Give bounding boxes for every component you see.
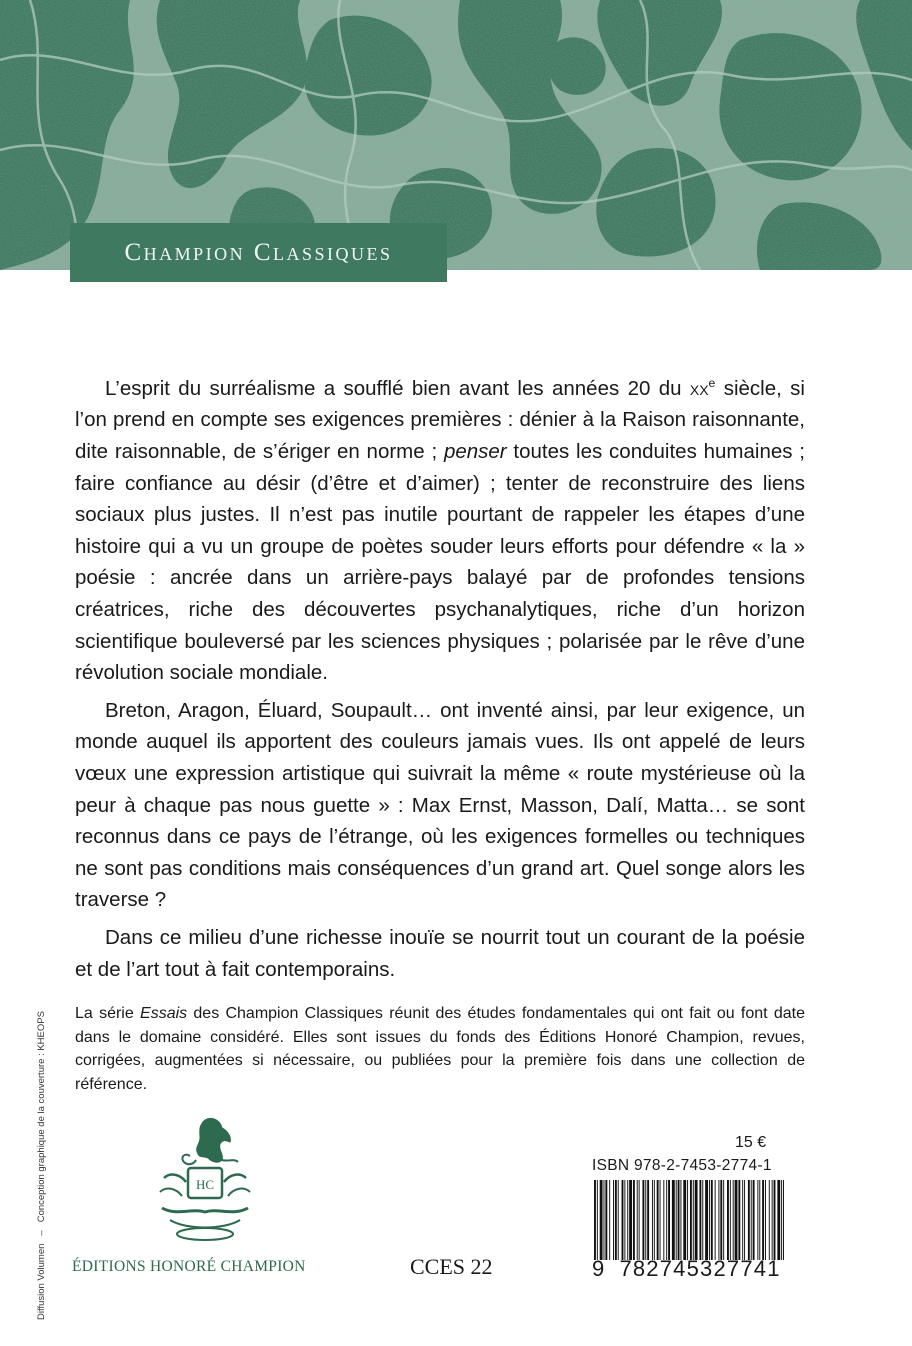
- barcode-bar: [759, 1180, 760, 1260]
- barcode: [594, 1180, 784, 1260]
- back-cover-blurb: [75, 368, 805, 991]
- barcode-bar: [676, 1180, 677, 1260]
- blurb-paragraph-2: Breton, Aragon, Éluard, Soupault… ont inventé ainsi, par leur exigence, un monde auquel ils apportent des couleurs jamais vues. Ils ont appelé de leurs vœux une expression artistique qui suivrait la même « route mystérieuse où la peur à chaque pas nous guette » : Max Ernst, Masson, Dalí, Matta… se sont reconnus dans ce pays de l’étrange, où les exigences formelles ou techniques ne sont pas conditions mais conséquences d’un grand art. Quel songe alors les traverse ?: [75, 698, 805, 912]
- series-banner: [70, 223, 447, 282]
- barcode-bar: [663, 1180, 664, 1260]
- barcode-bar: [695, 1180, 698, 1260]
- barcode-bar: [627, 1180, 628, 1260]
- barcode-bar: [753, 1180, 755, 1260]
- barcode-bar: [699, 1180, 701, 1260]
- barcode-bar: [647, 1180, 649, 1260]
- vertical-credit-line: [36, 1011, 47, 1320]
- barcode-bar: [639, 1180, 640, 1260]
- barcode-bar: [781, 1180, 782, 1260]
- barcode-bar: [718, 1180, 719, 1260]
- barcode-bar: [668, 1180, 670, 1260]
- barcode-bar: [615, 1180, 617, 1260]
- barcode-bar: [609, 1180, 610, 1260]
- barcode-bar: [605, 1180, 607, 1260]
- barcode-bar: [600, 1180, 603, 1260]
- logo-monogram: HC: [195, 1177, 215, 1192]
- barcode-bar: [618, 1180, 619, 1260]
- barcode-bar: [744, 1180, 745, 1260]
- barcode-bar: [693, 1180, 694, 1260]
- barcode-first-digit: 9: [592, 1256, 606, 1281]
- barcode-bar: [757, 1180, 758, 1260]
- barcode-bar: [642, 1180, 644, 1260]
- barcode-bar: [657, 1180, 659, 1260]
- barcode-bar: [629, 1180, 632, 1260]
- barcode-bar: [613, 1180, 614, 1260]
- series-title: Champion Classiques: [124, 238, 393, 266]
- barcode-bar: [715, 1180, 716, 1260]
- barcode-bar: [769, 1180, 770, 1260]
- barcode-bar: [705, 1180, 708, 1260]
- catalog-number: CCES 22: [410, 1254, 493, 1279]
- barcode-bar: [727, 1180, 729, 1260]
- barcode-bar: [654, 1180, 655, 1260]
- barcode-bar: [666, 1180, 667, 1260]
- barcode-bar: [762, 1180, 764, 1260]
- barcode-bar: [748, 1180, 750, 1260]
- barcode-bar: [765, 1180, 766, 1260]
- barcode-bar: [645, 1180, 646, 1260]
- barcode-bar: [702, 1180, 703, 1260]
- price-label: 15 €: [735, 1134, 767, 1151]
- barcode-bar: [772, 1180, 773, 1260]
- barcode-bar: [777, 1180, 780, 1260]
- design-credit: Conception graphique de la couverture : KHEOPS: [36, 1011, 47, 1223]
- barcode-bar: [624, 1180, 625, 1260]
- barcode-number: [592, 1256, 781, 1282]
- barcode-bar: [597, 1180, 598, 1260]
- distribution-credit: Diffusion Volumen: [36, 1243, 47, 1320]
- barcode-bar: [637, 1180, 638, 1260]
- series-description-text: La série Essais des Champion Classiques réunit des études fondamentales qui ont fait ou font date dans le domaine considéré. Elles sont issues du fonds des Éditions Honoré Champion, revues, corrigées, augmentées si nécessaire, ou publiées pour la première fois dans une collection de référence.: [75, 1005, 805, 1093]
- barcode-bar: [733, 1180, 734, 1260]
- barcode-bar: [604, 1180, 605, 1260]
- barcode-bar: [594, 1180, 596, 1260]
- barcode-bar: [720, 1180, 722, 1260]
- barcode-bar: [751, 1180, 752, 1260]
- barcode-bar: [683, 1180, 686, 1260]
- barcode-bar: [687, 1180, 688, 1260]
- barcode-bar: [660, 1180, 661, 1260]
- barcode-bar: [738, 1180, 740, 1260]
- publisher-horse-logo-icon: [150, 1112, 260, 1250]
- barcode-bar: [622, 1180, 624, 1260]
- isbn-label: ISBN 978-2-7453-2774-1: [592, 1157, 772, 1174]
- barcode-bar: [680, 1180, 681, 1260]
- blurb-paragraph-3: Dans ce milieu d’une richesse inouïe se nourrit tout un courant de la poésie et de l’art tout à fait contemporains.: [75, 925, 805, 981]
- barcode-bar: [690, 1180, 692, 1260]
- barcode-bar: [672, 1180, 675, 1260]
- barcode-bar: [652, 1180, 653, 1260]
- series-description: [75, 1002, 805, 1096]
- barcode-bar: [633, 1180, 635, 1260]
- barcode-bar: [735, 1180, 738, 1260]
- barcode-bar: [742, 1180, 743, 1260]
- barcode-bar: [709, 1180, 710, 1260]
- barcode-bar: [723, 1180, 724, 1260]
- blurb-paragraph-1: L’esprit du surréalisme a soufflé bien avant les années 20 du $xx^e$ siècle, si l’on prend en compte ses exigences premières : dénier à la Raison raisonnante, dite raisonnable, de s’ériger en norme ; penser toutes les conduites humaines ; faire confiance au désir (d’être et d’aimer) ; tenter de reconstruire des liens sociaux plus justes. Il n’est pas inutile pourtant de rappeler les étapes d’une histoire qui a vu un groupe de poètes souder leurs efforts pour défendre « la » poésie : ancrée dans un arrière-pays balayé par de profondes tensions créatrices, riche des découvertes psychanalytiques, riche d’un horizon scientifique bouleversé par les sciences physiques ; polarisée par le rêve d’une révolution sociale mondiale.: [75, 376, 805, 685]
- credit-separator: –: [36, 1230, 47, 1236]
- barcode-digits: 782745327741: [619, 1256, 781, 1281]
- publisher-name: ÉDITIONS HONORÉ CHAMPION: [72, 1258, 306, 1275]
- barcode-bar: [730, 1180, 731, 1260]
- barcode-bar: [774, 1180, 776, 1260]
- barcode-bar: [711, 1180, 713, 1260]
- barcode-bar: [678, 1180, 680, 1260]
- barcode-bar: [783, 1180, 784, 1260]
